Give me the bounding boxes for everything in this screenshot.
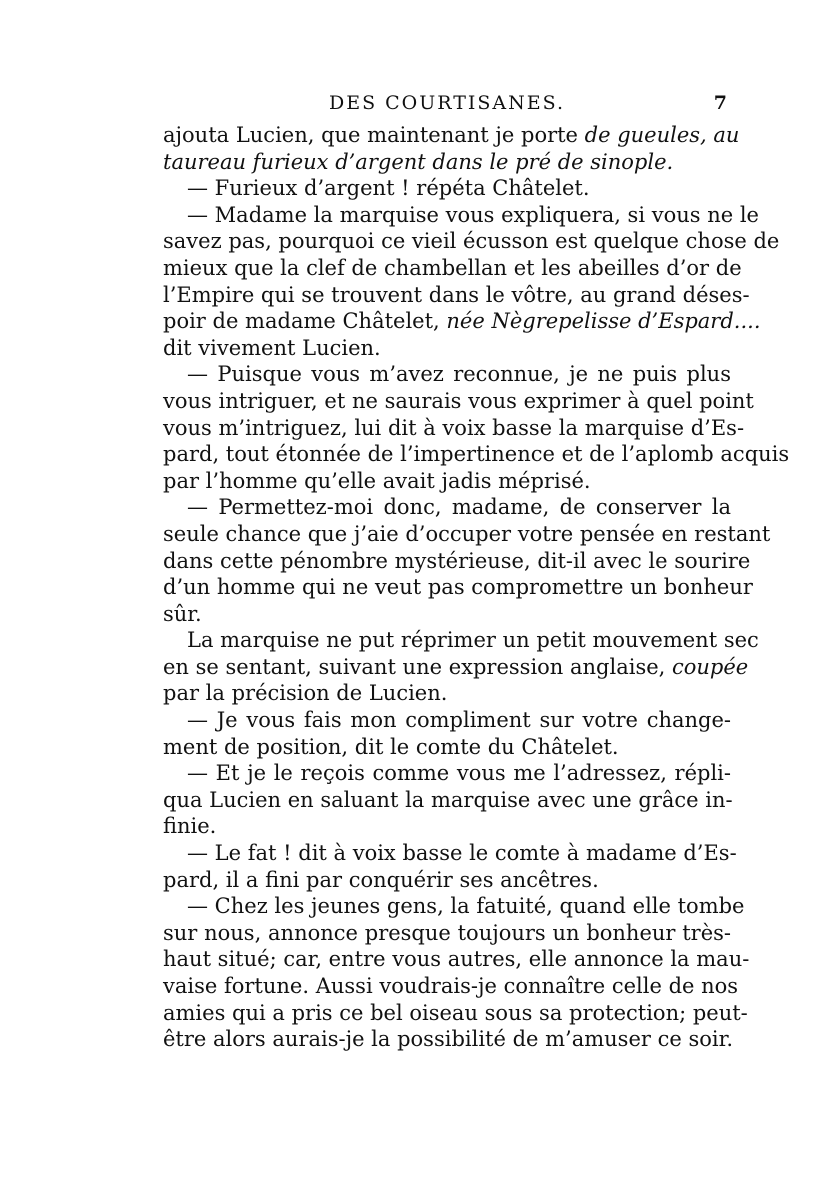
text-segment: pard, tout étonnée de l’impertinence et de l’aplomb acquis bbox=[163, 442, 790, 467]
text-line bbox=[163, 893, 745, 920]
text-segment: dans cette pénombre mystérieuse, dit-il avec le sourire bbox=[163, 548, 751, 573]
text-line bbox=[163, 441, 790, 468]
text-line bbox=[163, 707, 731, 734]
text-segment: haut situé; car, entre vous autres, elle annonce la mau- bbox=[163, 947, 750, 972]
text-segment: — Chez les jeunes gens, la fatuité, quand elle tombe bbox=[187, 894, 745, 919]
book-page bbox=[163, 88, 790, 1053]
text-line bbox=[163, 787, 731, 814]
text-line bbox=[163, 175, 731, 202]
text-segment: sûr. bbox=[163, 601, 202, 626]
running-title: DES COURTISANES. bbox=[328, 92, 566, 114]
text-line bbox=[163, 601, 731, 628]
text-line bbox=[163, 840, 737, 867]
text-segment: en se sentant, suivant une expression anglaise, bbox=[163, 654, 672, 679]
text-segment: — Permettez-moi donc, madame, de conserver la bbox=[187, 495, 731, 520]
text-line bbox=[163, 574, 753, 601]
text-line bbox=[163, 654, 749, 681]
text-segment: — Je vous fais mon compliment sur votre change- bbox=[187, 708, 731, 733]
italic-text: taureau furieux d’argent dans le pré de sinople. bbox=[163, 149, 674, 174]
text-segment: ment de position, dit le comte du Châtelet. bbox=[163, 734, 619, 759]
text-line bbox=[163, 1000, 748, 1027]
text-line bbox=[163, 946, 750, 973]
text-segment: seule chance que j’aie d’occuper votre pensée en restant bbox=[163, 521, 771, 546]
text-segment: qua Lucien en saluant la marquise avec une grâce in- bbox=[163, 787, 733, 812]
text-line bbox=[163, 308, 761, 335]
text-segment: dit vivement Lucien. bbox=[163, 335, 381, 360]
body-text bbox=[163, 122, 790, 1053]
text-segment: La marquise ne put réprimer un petit mouvement sec bbox=[187, 628, 759, 653]
text-line bbox=[163, 548, 751, 575]
text-segment: poir de madame Châtelet, bbox=[163, 309, 447, 334]
text-line bbox=[163, 361, 731, 388]
text-segment: finie. bbox=[163, 814, 217, 839]
text-line bbox=[163, 867, 731, 894]
text-line bbox=[163, 202, 759, 229]
text-segment: — Et je le reçois comme vous me l’adressez, répli- bbox=[187, 761, 731, 786]
running-head bbox=[163, 88, 731, 118]
text-segment: mieux que la clef de chambellan et les abeilles d’or de bbox=[163, 255, 742, 280]
text-line bbox=[163, 282, 750, 309]
text-line bbox=[163, 255, 742, 282]
text-line bbox=[163, 388, 754, 415]
text-line bbox=[163, 521, 771, 548]
text-line bbox=[163, 122, 740, 149]
page-number: 7 bbox=[713, 92, 727, 114]
text-line bbox=[163, 920, 731, 947]
text-line bbox=[163, 760, 731, 787]
text-segment: vous m’intriguez, lui dit à voix basse la marquise d’Es- bbox=[163, 415, 745, 440]
text-segment: amies qui a pris ce bel oiseau sous sa protection; peut- bbox=[163, 1000, 748, 1025]
text-line bbox=[163, 468, 731, 495]
text-line bbox=[163, 228, 780, 255]
text-segment: sur nous, annonce presque toujours un bonheur très- bbox=[163, 920, 731, 945]
text-segment: — Le fat ! dit à voix basse le comte à madame d’Es- bbox=[187, 841, 737, 866]
text-segment: par l’homme qu’elle avait jadis méprisé. bbox=[163, 468, 591, 493]
text-segment: — Furieux d’argent ! répéta Châtelet. bbox=[187, 176, 590, 201]
italic-text: de gueules, au bbox=[584, 123, 740, 147]
text-segment: — Madame la marquise vous expliquera, si vous ne le bbox=[187, 202, 759, 227]
text-segment: vous intriguer, et ne saurais vous exprimer à quel point bbox=[163, 388, 754, 413]
text-segment: par la précision de Lucien. bbox=[163, 681, 448, 706]
text-segment: pard, il a fini par conquérir ses ancêtres. bbox=[163, 867, 599, 892]
text-line bbox=[163, 494, 731, 521]
italic-text: née Nègrepelisse d’Espard.... bbox=[446, 309, 761, 334]
text-line bbox=[163, 627, 759, 654]
text-segment: — Puisque vous m’avez reconnue, je ne puis plus bbox=[187, 362, 731, 387]
text-line bbox=[163, 813, 731, 840]
text-line bbox=[163, 335, 731, 362]
text-segment: vaise fortune. Aussi voudrais-je connaître celle de nos bbox=[163, 974, 739, 998]
text-segment: savez pas, pourquoi ce vieil écusson est quelque chose de bbox=[163, 229, 780, 254]
text-segment: être alors aurais-je la possibilité de m’amuser ce soir. bbox=[163, 1027, 734, 1052]
text-segment: ajouta Lucien, que maintenant je porte bbox=[163, 123, 585, 147]
text-line bbox=[163, 415, 745, 442]
text-segment: l’Empire qui se trouvent dans le vôtre, au grand déses- bbox=[163, 282, 750, 307]
text-line bbox=[163, 149, 731, 176]
text-segment: d’un homme qui ne veut pas compromettre un bonheur bbox=[163, 575, 753, 600]
italic-text: coupée bbox=[672, 654, 749, 679]
text-line bbox=[163, 680, 731, 707]
text-line bbox=[163, 973, 739, 1000]
text-line bbox=[163, 1026, 734, 1053]
text-line bbox=[163, 734, 731, 761]
